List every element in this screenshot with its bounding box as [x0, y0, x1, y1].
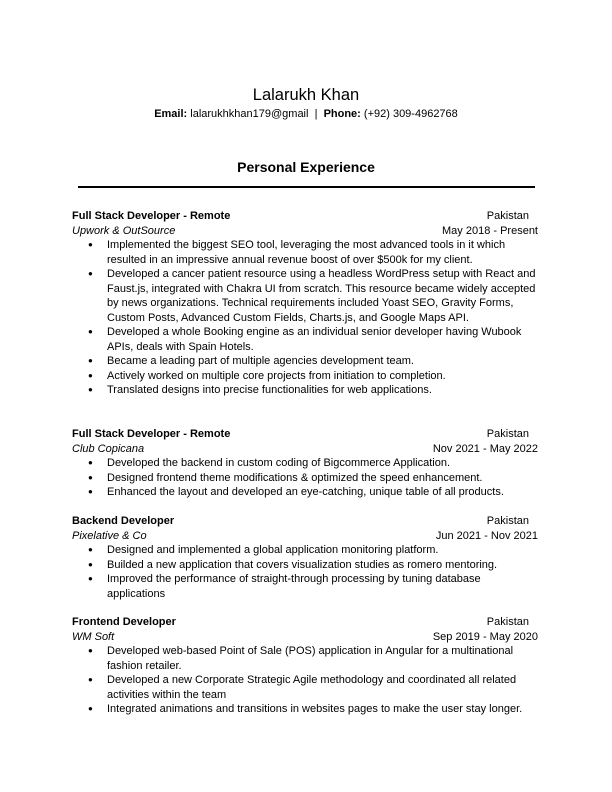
bullet-line: ● Translated designs into precise functionalities for web applications.: [107, 384, 432, 396]
job-bullet: [72, 456, 538, 471]
phone-value: (+92) 309-4962768: [363, 108, 458, 120]
job-bullet: [72, 383, 538, 398]
bullet-line: ● Became a leading part of multiple agencies development team.: [107, 355, 414, 367]
section-title: Personal Experience: [237, 159, 375, 175]
job-dates: May 2018 - Present: [442, 224, 538, 237]
job-title: Full Stack Developer - Remote: [72, 428, 231, 440]
section-divider: [78, 186, 535, 188]
bullet-line: Faust.js, integrated with Chakra UI from scratch. This resource became widely accepted: [107, 282, 536, 295]
job-bullet: [72, 644, 538, 673]
separator: |: [314, 108, 318, 120]
job-bullet: [72, 673, 538, 702]
bullet-line: ● Developed the backend in custom coding of Bigcommerce Application.: [107, 457, 451, 469]
bullet-line: ● Integrated animations and transitions in websites pages to make the user stay longer.: [107, 703, 523, 715]
bullet-line: ● Developed a cancer patient resource using a headless WordPress setup with React and: [107, 268, 536, 280]
bullet-line: ● Implemented the biggest SEO tool, leveraging the most advanced tools in it which: [107, 239, 506, 251]
bullet-line: ● Designed frontend theme modifications & optimized the speed enhancement.: [107, 471, 483, 484]
resume-name: Lalarukh Khan: [252, 86, 360, 104]
job-entry: [72, 427, 538, 500]
job-bullet: [72, 572, 538, 601]
job-entry: [72, 209, 538, 398]
bullet-line: by news organizations. Technical requirements included Yoast SEO, Gravity Forms,: [107, 297, 514, 309]
job-entry: [72, 615, 538, 717]
bullet-line: applications: [107, 587, 166, 600]
bullet-line: ● Developed web-based Point of Sale (POS) application in Angular for a multinational: [107, 645, 514, 657]
job-title: Frontend Developer: [72, 616, 176, 628]
job-company: Pixelative & Co: [72, 529, 147, 542]
job-bullet: [72, 369, 538, 384]
bullet-line: ● Developed a new Corporate Strategic Agile methodology and coordinated all related: [107, 674, 517, 686]
email-label: Email:: [154, 108, 188, 120]
job-location: Pakistan: [486, 428, 529, 440]
job-location: Pakistan: [486, 616, 529, 628]
job-bullet: [72, 354, 538, 369]
job-location: Pakistan: [486, 515, 529, 527]
bullet-line: ● Developed a whole Booking engine as an individual senior developer having Wubook: [107, 326, 522, 338]
job-title: Full Stack Developer - Remote: [72, 210, 231, 222]
job-bullet: [72, 267, 538, 325]
job-dates: Sep 2019 - May 2020: [432, 630, 538, 643]
contact-line: [0, 108, 612, 120]
bullet-line: APIs, deals with Spain Hotels.: [107, 340, 254, 353]
bullet-line: Custom Posts, Advanced Custom Fields, Charts.js, and Google Maps API.: [107, 311, 469, 324]
job-company: Club Copicana: [72, 442, 145, 455]
job-bullet: [72, 238, 538, 267]
email-value: lalarukhkhan179@gmail: [190, 108, 309, 120]
job-company: Upwork & OutSource: [72, 224, 176, 237]
job-entry: [72, 514, 538, 601]
bullet-line: ● Improved the performance of straight-through processing by tuning database: [107, 573, 481, 585]
bullet-line: activities within the team: [107, 688, 227, 701]
bullet-line: fashion retailer.: [107, 659, 182, 672]
bullet-line: ● Designed and implemented a global application monitoring platform.: [107, 544, 439, 556]
job-company: WM Soft: [72, 630, 115, 643]
job-dates: Nov 2021 - May 2022: [432, 442, 538, 455]
job-bullet: [72, 485, 538, 500]
job-dates: Jun 2021 - Nov 2021: [435, 529, 538, 542]
bullet-line: ● Builded a new application that covers visualization studies as romero mentoring.: [107, 558, 498, 571]
job-bullet: [72, 558, 538, 573]
job-bullet: [72, 702, 538, 717]
bullet-line: ● Enhanced the layout and developed an eye-catching, unique table of all products.: [107, 486, 504, 498]
job-bullet: [72, 471, 538, 486]
job-bullet: [72, 325, 538, 354]
job-location: Pakistan: [486, 210, 529, 222]
bullet-line: resulted in an impressive annual revenue boost of over $500k for my client.: [107, 253, 473, 266]
job-bullet: [72, 543, 538, 558]
phone-label: Phone:: [323, 108, 361, 120]
bullet-line: ● Actively worked on multiple core projects from initiation to completion.: [107, 369, 446, 382]
job-title: Backend Developer: [72, 515, 175, 527]
